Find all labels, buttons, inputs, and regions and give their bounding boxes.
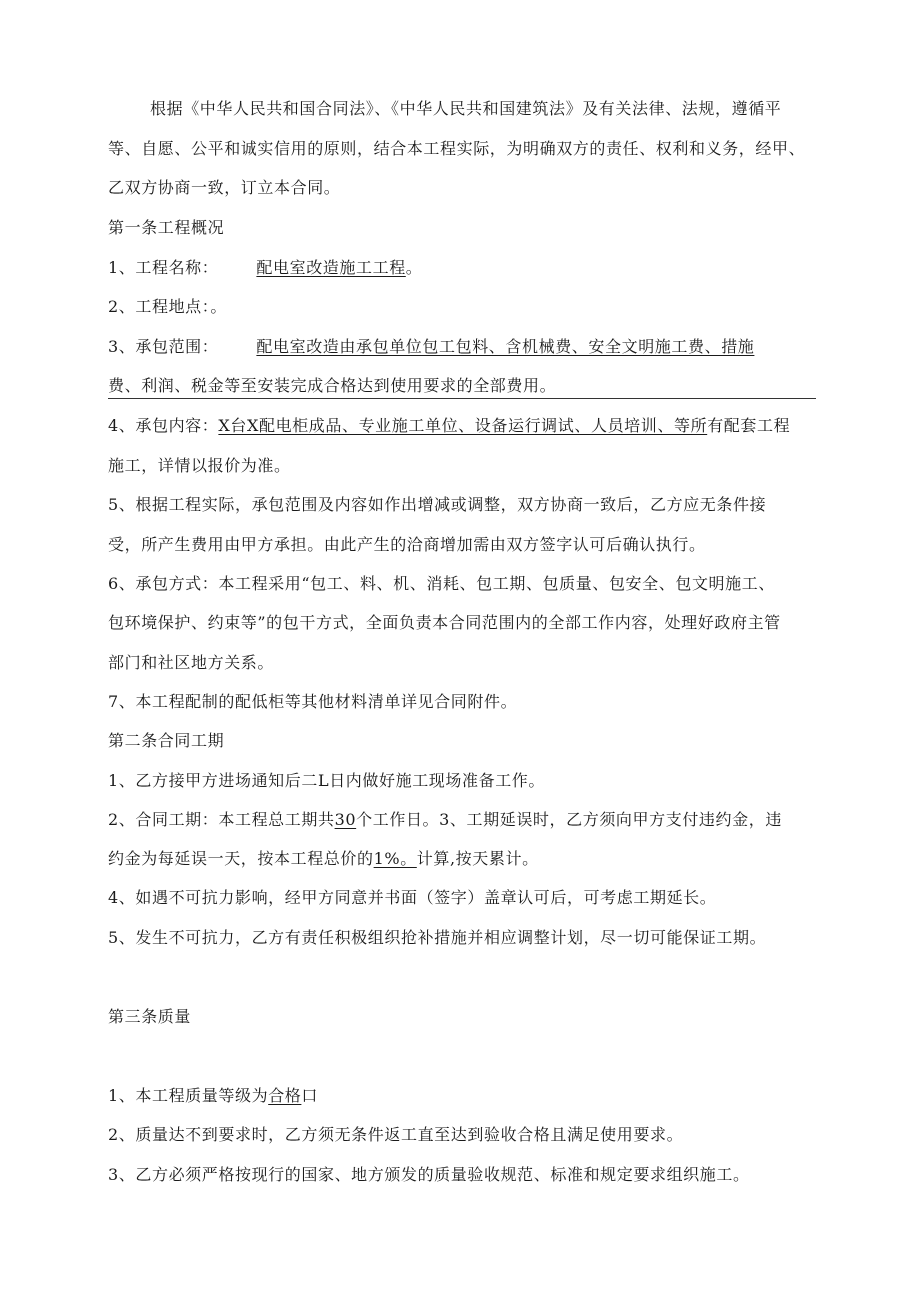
project-site-line: 2、工程地点：。 [108, 297, 227, 316]
scope-value-1: 配电室改造由承包单位包工包料、含机械费、安全文明施工费、措施 [256, 337, 755, 356]
article-3-heading: 第三条质量 [108, 1007, 192, 1026]
period-text-b: 个工作日。3、工期延误时，乙方须向甲方支付违约金，违 [356, 810, 782, 829]
quality-grade-end: 口 [301, 1086, 318, 1105]
quality-grade-value: 合格 [268, 1086, 302, 1105]
project-name-end: 。 [405, 258, 423, 277]
project-name-line [108, 258, 422, 278]
article-1-heading: 第一条工程概况 [108, 218, 225, 237]
scope-label: 3、承包范围： [108, 337, 219, 356]
force-majeure-line-2: 5、发生不可抗力，乙方有责任积极组织抢补措施并相应调整计划，尽一切可能保证工期。 [108, 928, 767, 947]
period-days: 30 [334, 810, 357, 829]
project-name-label: 1、工程名称： [108, 258, 219, 277]
intro-line-1: 根据《中华人民共和国合同法》、《中华人民共和国建筑法》及有关法律、法规，遵循平 [150, 99, 782, 118]
rework-line: 2、质量达不到要求时，乙方须无条件返工直至达到验收合格且满足使用要求。 [108, 1125, 684, 1144]
period-text-a: 2、合同工期：本工程总工期共 [108, 810, 335, 829]
mode-line-3: 部门和社区地方关系。 [108, 653, 275, 672]
article-2-heading: 第二条合同工期 [108, 731, 225, 750]
penalty-text-b: 计算,按天累计。 [416, 849, 539, 868]
quality-grade-text: 1、本工程质量等级为 [108, 1086, 269, 1105]
scope-value-2: 费、利润、税金等至安装完成合格达到使用要求的全部费用。 [108, 376, 557, 395]
mode-line-2: 包环境保护、约束等”的包干方式，全面负责本合同范围内的全部工作内容，处理好政府主管 [108, 613, 781, 632]
scope-line-1 [108, 337, 754, 357]
intro-line-2: 等、自愿、公平和诚实信用的原则，结合本工程实际，为明确双方的责任、权利和义务，经甲、 [108, 139, 806, 158]
prep-line: 1、乙方接甲方进场通知后二L日内做好施工现场准备工作。 [108, 771, 546, 790]
force-majeure-line-1: 4、如遇不可抗力影响，经甲方同意并书面（签字）盖章认可后，可考虑工期延长。 [108, 888, 717, 907]
adjust-line-2: 受，所产生费用由甲方承担。由此产生的洽商增加需由双方签字认可后确认执行。 [108, 535, 706, 554]
content-end: 有配套工程 [707, 416, 791, 435]
intro-line-3: 乙双方协商一致，订立本合同。 [108, 178, 341, 197]
adjust-line-1: 5、根据工程实际，承包范围及内容如作出增减或调整，双方协商一致后，乙方应无条件接 [108, 495, 767, 514]
mode-line-1: 6、承包方式：本工程采用“包工、料、机、消耗、包工期、包质量、包安全、包文明施工、 [108, 574, 775, 593]
period-line [108, 810, 782, 830]
penalty-rate: 1%。 [373, 849, 417, 868]
content-value: X台X配电柜成品、专业施工单位、设备运行调试、人员培训、等所 [218, 416, 708, 435]
content-line-2: 施工，详情以报价为准。 [108, 456, 291, 475]
penalty-line [108, 849, 539, 869]
quality-grade-line [108, 1086, 318, 1106]
scope-underline-rule [108, 398, 816, 399]
content-line-1 [108, 416, 790, 436]
penalty-text-a: 约金为每延误一天，按本工程总价的 [108, 849, 374, 868]
project-name-value: 配电室改造施工工程 [256, 258, 406, 277]
content-label: 4、承包内容： [108, 416, 219, 435]
scope-line-2 [108, 376, 556, 396]
standard-line: 3、乙方必须严格按现行的国家、地方颁发的质量验收规范、标准和规定要求组织施工。 [108, 1165, 750, 1184]
materials-line: 7、本工程配制的配低柜等其他材料清单详见合同附件。 [108, 692, 518, 711]
